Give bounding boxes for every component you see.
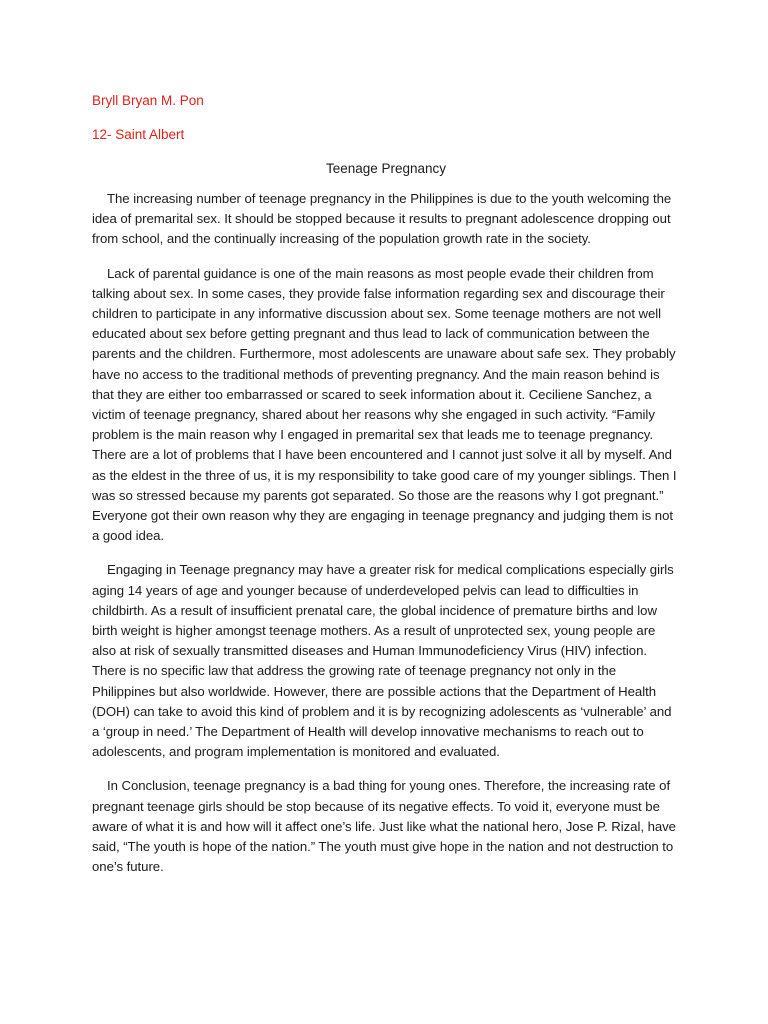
- paragraph-intro: The increasing number of teenage pregnancy in the Philippines is due to the youth welcoming the idea of premarital sex. It should be stopped because it results to pregnant adolescence dropping out from school, and the continually increasing of the population growth rate in the society.: [92, 191, 672, 247]
- class-section: 12- Saint Albert: [92, 127, 185, 142]
- essay-title: Teenage Pregnancy: [325, 161, 447, 176]
- paragraph-conclusion: In Conclusion, teenage pregnancy is a bad thing for young ones. Therefore, the increasing rate of pregnant teenage girls should be stop because of its negative effects. To void it, everyone must be aware of what it is and how will it affect one’s life. Just like what the national hero, Jose P. Rizal, have said, “The youth is hope of the nation.” The youth must give hope in the nation and not destruction to one’s future.: [92, 778, 676, 875]
- paragraph-health-risks: Engaging in Teenage pregnancy may have a greater risk for medical complications especially girls aging 14 years of age and younger because of underdeveloped pelvis can lead to difficulties in childbirth. As a result of insufficient prenatal care, the global incidence of premature births and low birth weight is higher amongst teenage mothers. As a result of unprotected sex, young people are also at risk of sexually transmitted diseases and Human Immunodeficiency Virus (HIV) infection. There is no specific law that address the growing rate of teenage pregnancy not only in the Philippines but also worldwide. However, there are possible actions that the Department of Health (DOH) can take to avoid this kind of problem and it is by recognizing adolescents as ‘vulnerable’ and a ‘group in need.’ The Department of Health will develop innovative mechanisms to reach out to adolescents, and program implementation is monitored and evaluated.: [92, 562, 674, 760]
- author-name: Bryll Bryan M. Pon: [92, 93, 204, 108]
- paragraph-parental-guidance: Lack of parental guidance is one of the main reasons as most people evade their children from talking about sex. In some cases, they provide false information regarding sex and discourage their children to participate in any informative discussion about sex. Some teenage mothers are not well educated about sex before getting pregnant and thus lead to lack of communication between the parents and the children. Furthermore, most adolescents are unaware about safe sex. They probably have no access to the traditional methods of preventing pregnancy. And the main reason behind is that they are either too embarrassed or scared to seek information about it. Ceciliene Sanchez, a victim of teenage pregnancy, shared about her reasons why she engaged in such activity. “Family problem is the main reason why I engaged in premarital sex that leads me to teenage pregnancy. There are a lot of problems that I have been encountered and I cannot just solve it all by myself. And as the eldest in the three of us, it is my responsibility to take good care of my younger siblings. Then I was so stressed because my parents got separated. So those are the reasons why I got pregnant.” Everyone got their own reason why they are engaging in teenage pregnancy and judging them is not a good idea.: [92, 265, 677, 544]
